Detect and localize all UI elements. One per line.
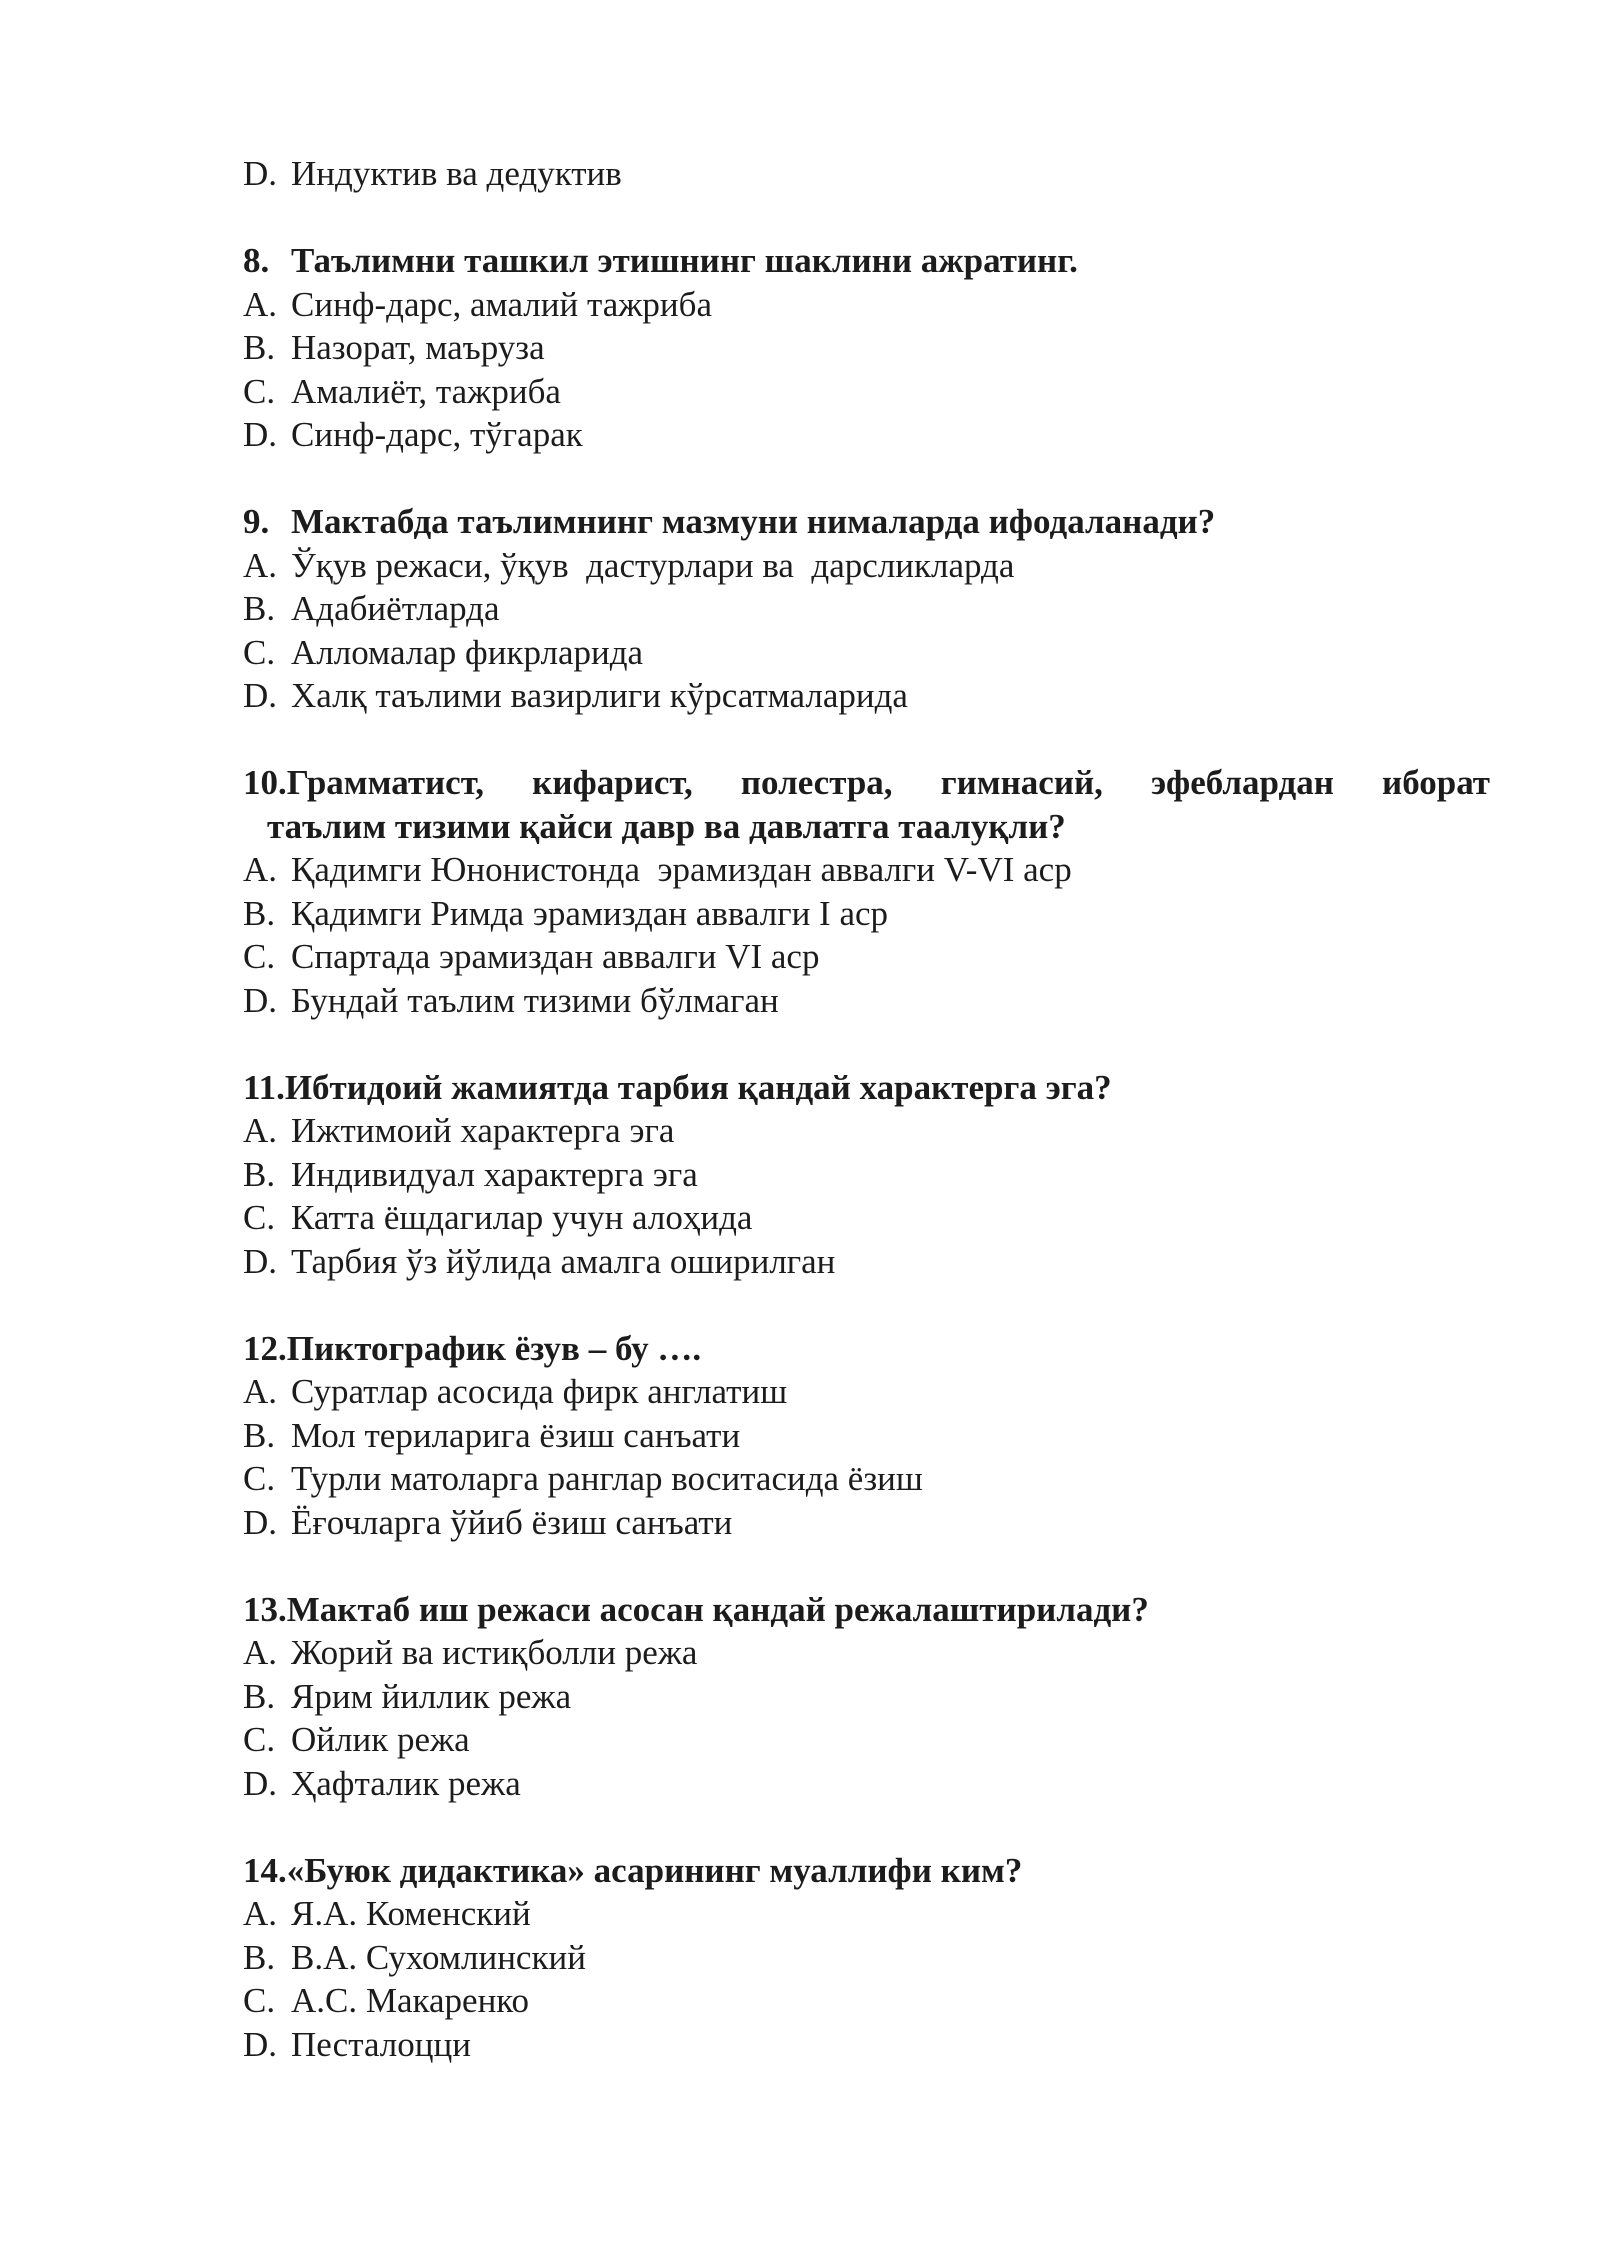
question-10 (243, 761, 1490, 848)
question-9 (243, 500, 1490, 544)
option-letter: C. (243, 371, 276, 411)
option-d-prev (243, 152, 1490, 196)
question-number: 9. (243, 502, 270, 541)
option-text: Алломалар фикрларида (291, 632, 644, 672)
option-letter: D. (243, 676, 278, 715)
option-text: Индуктив ва дедуктив (291, 154, 622, 193)
option-b (243, 892, 1490, 936)
option-c (243, 631, 1490, 675)
option-text: Спартада эрамиздан аввалги VI аср (291, 937, 820, 976)
option-c (243, 370, 1490, 414)
option-c (243, 935, 1490, 979)
option-text: Ойлик режа (291, 1720, 470, 1759)
question-number: 11. (243, 1067, 285, 1107)
option-letter: B. (243, 1415, 276, 1455)
option-text: А.С. Макаренко (291, 1981, 530, 2020)
option-b (243, 1153, 1490, 1197)
option-letter: C. (243, 937, 276, 976)
question-text: Таълимни ташкил этишнинг шаклини ажратинг. (291, 241, 1078, 280)
option-text: Жорий ва истиқболли режа (291, 1633, 698, 1672)
option-text: Адабиётларда (291, 589, 500, 628)
option-text: Қадимги Римда эрамиздан аввалги I аср (291, 893, 889, 933)
option-letter: A. (243, 1894, 278, 1933)
option-b (243, 1414, 1490, 1458)
option-letter: C. (243, 1981, 276, 2020)
question-line-1 (243, 761, 1490, 805)
question-13 (243, 1588, 1490, 1632)
option-b (243, 1936, 1490, 1980)
option-b (243, 326, 1490, 370)
option-text: Суратлар асосида фирк англатиш (291, 1372, 788, 1411)
option-letter: A. (243, 850, 278, 889)
question-8 (243, 239, 1490, 283)
option-d (243, 1762, 1490, 1806)
question-number: 12. (243, 1328, 287, 1368)
option-text: Синф-дарс, тўгарак (291, 415, 583, 454)
option-a (243, 848, 1490, 892)
option-d (243, 979, 1490, 1023)
option-text: Бундай таълим тизими бўлмаган (291, 980, 779, 1020)
question-text-continuation: таълим тизими қайси давр ва давлатга таалуқли? (267, 806, 1066, 846)
option-letter: A. (243, 1111, 278, 1150)
question-text: Ибтидоий жамиятда тарбия қандай характерга эга? (284, 1067, 1112, 1107)
option-text: Халқ таълими вазирлиги кўрсатмаларида (291, 676, 908, 715)
test-content (243, 152, 1490, 2066)
option-letter: A. (243, 1633, 278, 1672)
question-number: 8. (243, 241, 270, 280)
option-text: Синф-дарс, амалий тажриба (291, 284, 712, 324)
option-a (243, 283, 1490, 327)
question-12 (243, 1327, 1490, 1371)
option-letter: A. (243, 545, 278, 585)
option-d (243, 413, 1490, 457)
option-a (243, 1631, 1490, 1675)
option-d (243, 1501, 1490, 1545)
option-letter: D. (243, 154, 278, 193)
option-letter: B. (243, 1676, 276, 1716)
option-text: Тарбия ўз йўлида амалга оширилган (291, 1241, 836, 1281)
option-letter: B. (243, 893, 276, 933)
option-c (243, 1718, 1490, 1762)
option-text: Турли матоларга ранглар воситасида ёзиш (291, 1459, 923, 1498)
option-a (243, 1109, 1490, 1153)
option-a (243, 1892, 1490, 1936)
question-text: «Буюк дидактика» асарининг муаллифи ким? (286, 1850, 1023, 1890)
option-letter: C. (243, 1720, 276, 1759)
question-text: Мактаб иш режаси асосан қандай режалаштирилади? (286, 1589, 1149, 1629)
question-number: 10. (243, 763, 287, 802)
option-text: Я.А. Коменский (291, 1894, 531, 1933)
option-letter: A. (243, 1372, 278, 1411)
option-text: Ҳафталик режа (291, 1763, 521, 1803)
option-letter: A. (243, 284, 278, 324)
option-text: Песталоцци (291, 2024, 471, 2064)
option-text: Ижтимоий характерга эга (291, 1111, 675, 1150)
option-text: В.А. Сухомлинский (291, 1937, 586, 1977)
option-letter: B. (243, 328, 276, 367)
option-letter: B. (243, 589, 276, 628)
option-letter: D. (243, 1502, 278, 1542)
option-b (243, 1675, 1490, 1719)
option-letter: D. (243, 2024, 278, 2064)
option-text: Амалиёт, тажриба (291, 371, 561, 411)
option-d (243, 2023, 1490, 2067)
option-text: Назорат, маъруза (291, 328, 545, 367)
option-letter: D. (243, 980, 278, 1020)
option-text: Мол териларига ёзиш санъати (291, 1415, 741, 1455)
option-letter: C. (243, 1459, 276, 1498)
option-text: Ўқув режаси, ўқув дастурлари ва дарсликларда (291, 545, 1015, 585)
option-letter: D. (243, 415, 278, 454)
question-text: Пиктографик ёзув – бу …. (286, 1328, 702, 1368)
option-text: Қадимги Юнонистонда эрамиздан аввалги V-VI аср (291, 850, 1072, 889)
question-14 (243, 1849, 1490, 1893)
option-letter: B. (243, 1154, 276, 1194)
option-c (243, 1457, 1490, 1501)
option-letter: C. (243, 632, 276, 672)
option-d (243, 1240, 1490, 1284)
option-d (243, 674, 1490, 718)
option-text: Катта ёшдагилар учун алоҳида (291, 1198, 753, 1237)
option-letter: C. (243, 1198, 276, 1237)
option-letter: D. (243, 1241, 278, 1281)
question-text: Грамматист, кифарист, полестра, гимнасий, эфеблардан иборат (286, 763, 1490, 802)
option-c (243, 1196, 1490, 1240)
option-a (243, 1370, 1490, 1414)
option-letter: D. (243, 1763, 278, 1803)
option-text: Ярим йиллик режа (291, 1676, 572, 1716)
question-11 (243, 1066, 1490, 1110)
option-b (243, 587, 1490, 631)
question-number: 13. (243, 1589, 287, 1629)
option-letter: B. (243, 1937, 276, 1977)
option-a (243, 544, 1490, 588)
question-number: 14. (243, 1850, 287, 1890)
question-text: Мактабда таълимнинг мазмуни нималарда ифодаланади? (291, 502, 1216, 541)
option-text: Ёғочларга ўйиб ёзиш санъати (291, 1502, 733, 1542)
option-text: Индивидуал характерга эга (291, 1154, 698, 1194)
option-c (243, 1979, 1490, 2023)
